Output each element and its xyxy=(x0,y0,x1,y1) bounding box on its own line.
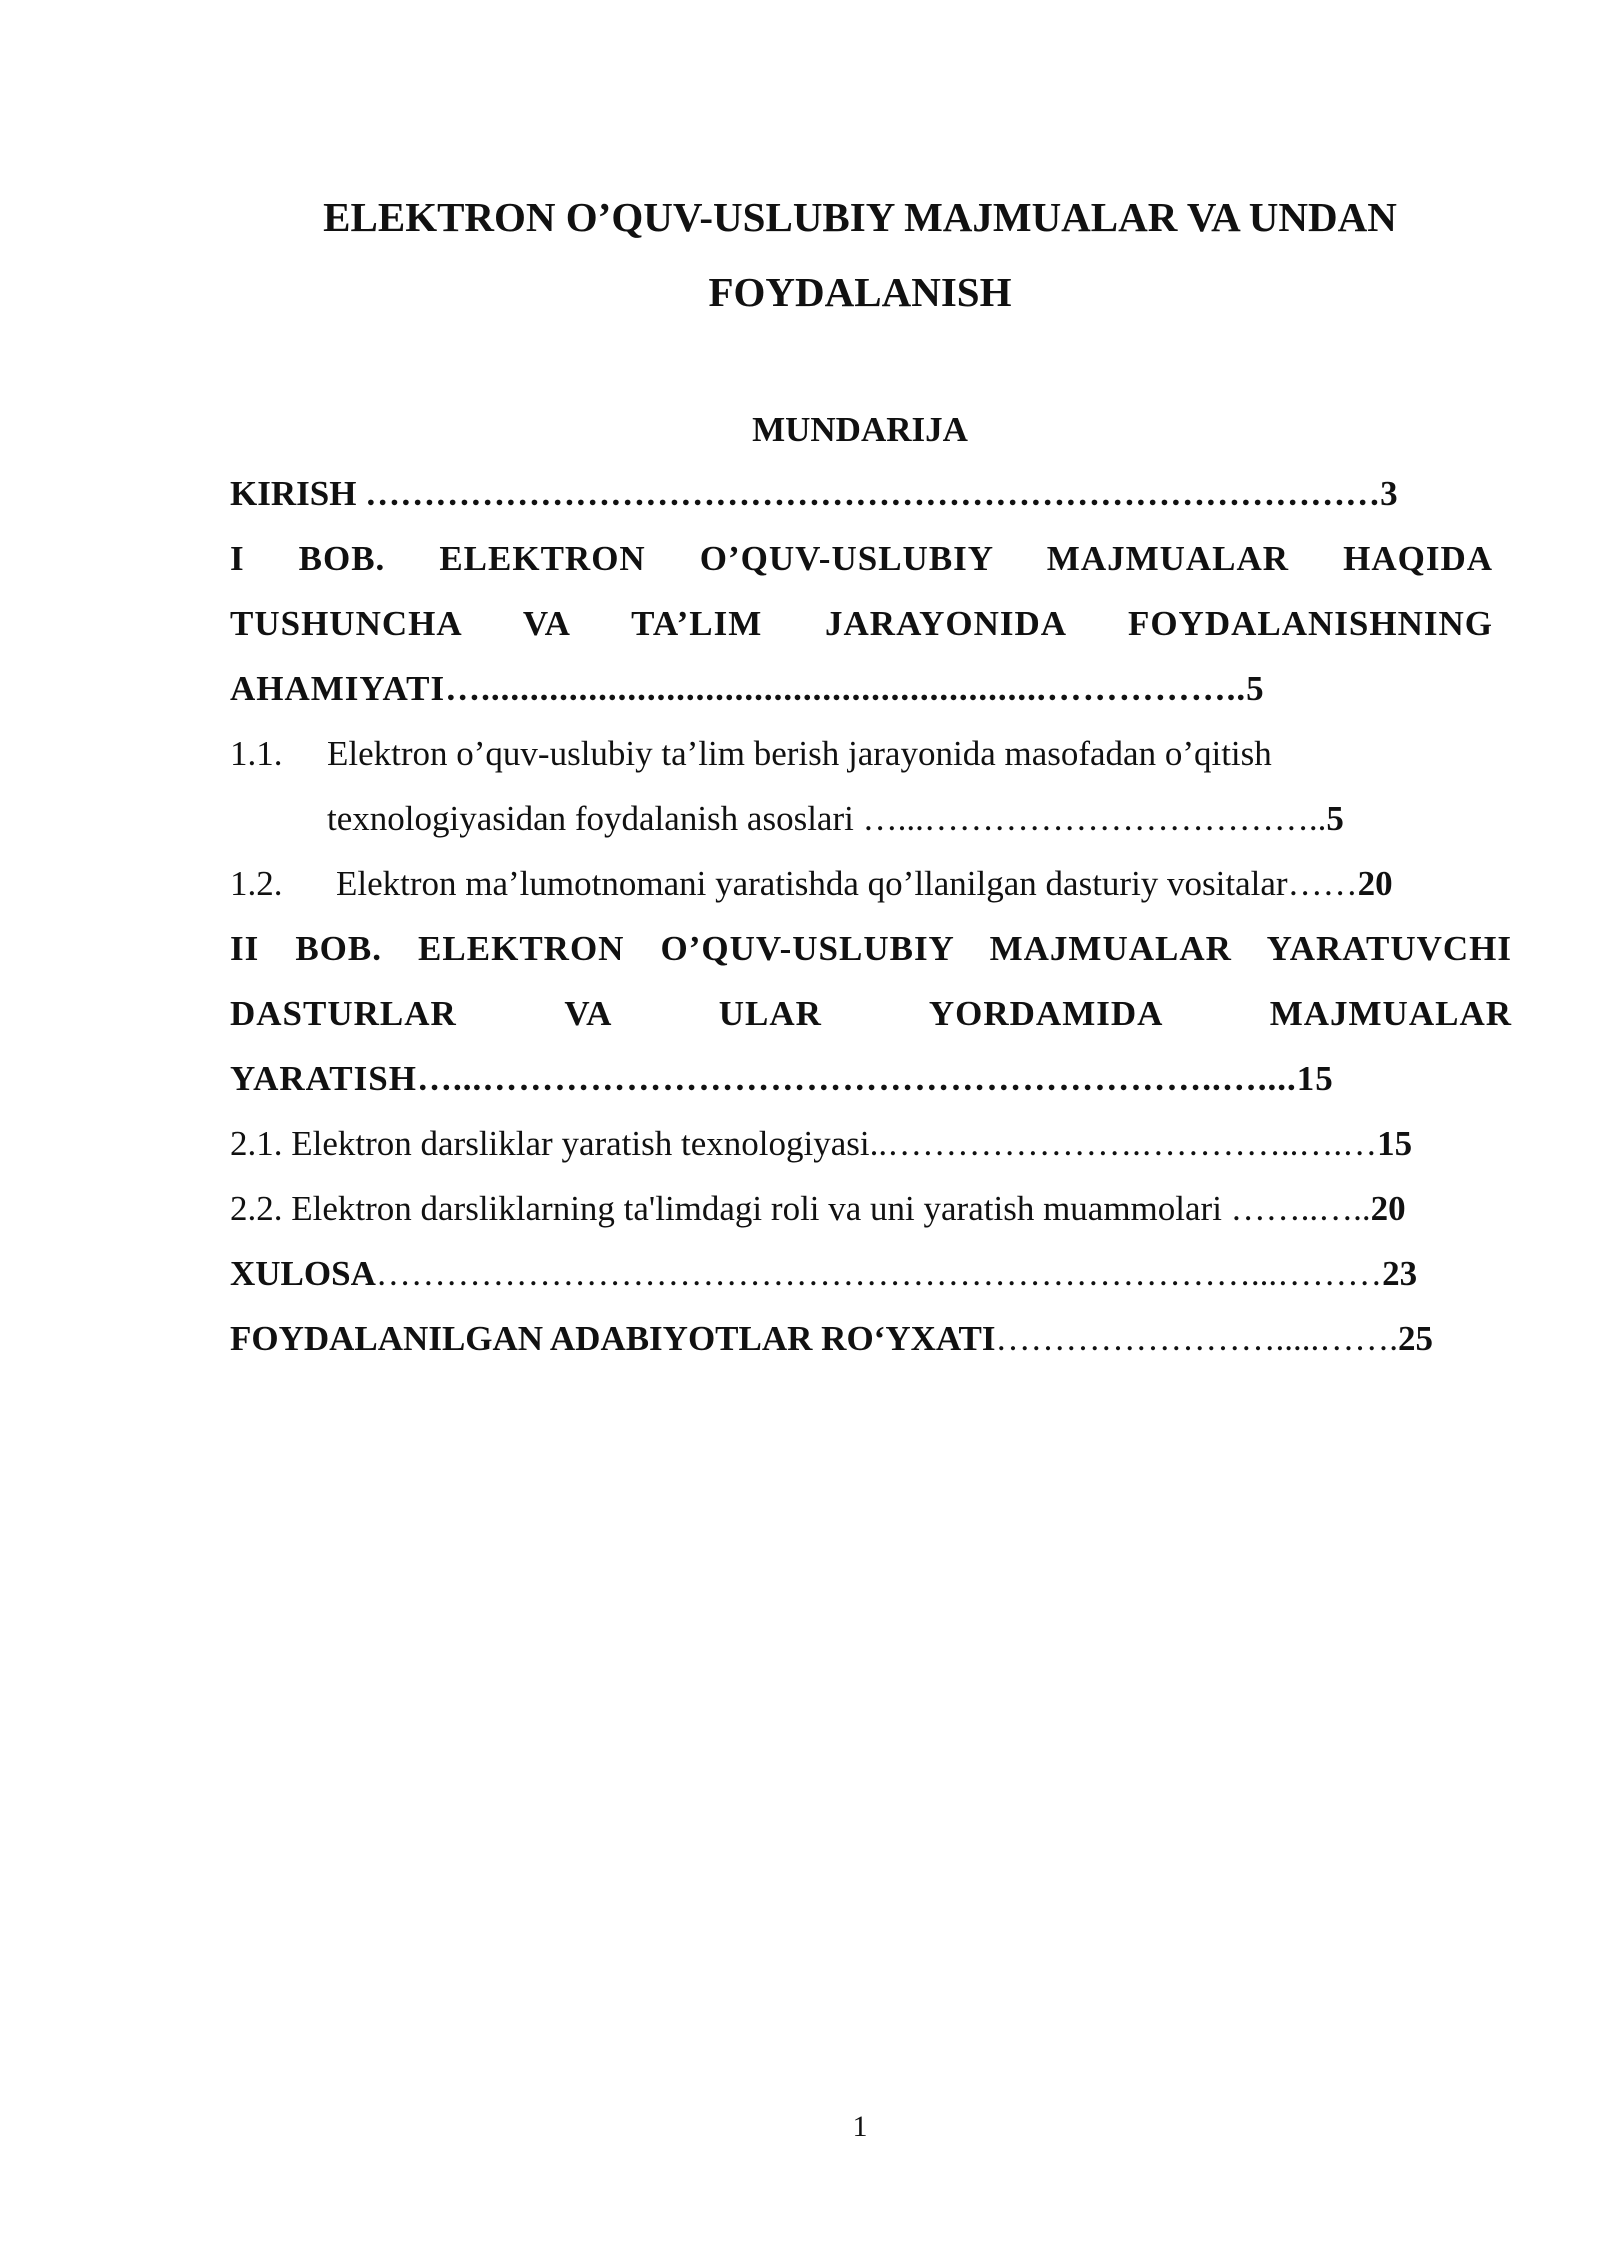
toc-entry-text: Elektron ma’lumotnomani yaratishda qo’llanilgan dasturiy vositalar…… xyxy=(336,864,1358,903)
toc-entry-bob2-line1: II BOB. ELEKTRON O’QUV-USLUBIY MAJMUALAR YARATUVCHI xyxy=(230,929,1512,968)
toc-entry-dots: …………………………………………………………………...……… xyxy=(375,1254,1383,1293)
page-number: 1 xyxy=(852,2110,868,2143)
toc-entry-adabiyotlar xyxy=(230,1321,1433,1356)
toc-entry-number: 1.1. xyxy=(230,734,283,773)
toc-entry-1-1-line2 xyxy=(327,801,1344,836)
toc-entry-dots: …………………….....……. xyxy=(995,1319,1399,1358)
toc-entry-page: 20 xyxy=(1370,1189,1406,1228)
toc-entry-kirish: KIRISH ……………………………………………………………………………3 xyxy=(230,474,1398,513)
document-title-line-1: ELEKTRON O’QUV-USLUBIY MAJMUALAR VA UNDAN xyxy=(323,194,1397,240)
toc-heading: MUNDARIJA xyxy=(752,410,968,449)
toc-entry-bob1-line1: I BOB. ELEKTRON O’QUV-USLUBIY MAJMUALAR HAQIDA xyxy=(230,539,1493,578)
toc-entry-2-1 xyxy=(230,1126,1412,1161)
toc-entry-text: Elektron o’quv-uslubiy ta’lim berish jarayonida masofadan o’qitish xyxy=(327,734,1272,773)
toc-entry-bob1-line2: TUSHUNCHA VA TA’LIM JARAYONIDA FOYDALANISHNING xyxy=(230,604,1493,643)
toc-entry-page: 25 xyxy=(1398,1319,1434,1358)
toc-entry-2-2 xyxy=(230,1191,1406,1226)
toc-entry-bob2-line3: YARATISH…...……………………………………………………..…....15 xyxy=(230,1059,1334,1098)
toc-entry-page: 23 xyxy=(1382,1254,1418,1293)
toc-entry-page: 15 xyxy=(1377,1124,1413,1163)
toc-entry-text: texnologiyasidan foydalanish asoslari …...…………………………….. xyxy=(327,799,1327,838)
toc-entry-text: 2.2. Elektron darsliklarning ta'limdagi roli va uni yaratish muammolari ……..….. xyxy=(230,1189,1371,1228)
document-title-line-2: FOYDALANISH xyxy=(708,269,1012,315)
toc-entry-page: 20 xyxy=(1357,864,1393,903)
toc-entry-number: 1.2. xyxy=(230,864,283,903)
toc-entry-1-1 xyxy=(230,736,1272,771)
toc-entry-text: 2.1. Elektron darsliklar yaratish texnologiyasi..………………….…………..….… xyxy=(230,1124,1378,1163)
toc-entry-1-2 xyxy=(230,866,1393,901)
toc-entry-xulosa xyxy=(230,1256,1417,1291)
toc-entry-bob2-line2: DASTURLAR VA ULAR YORDAMIDA MAJMUALAR xyxy=(230,994,1512,1033)
toc-entry-label: XULOSA xyxy=(230,1254,376,1293)
toc-entry-page: 5 xyxy=(1326,799,1344,838)
toc-entry-label: FOYDALANILGAN ADABIYOTLAR RO‘YXATI xyxy=(230,1319,996,1358)
toc-entry-bob1-line3: AHAMIYATI…..........................................................……………..5 xyxy=(230,669,1265,708)
